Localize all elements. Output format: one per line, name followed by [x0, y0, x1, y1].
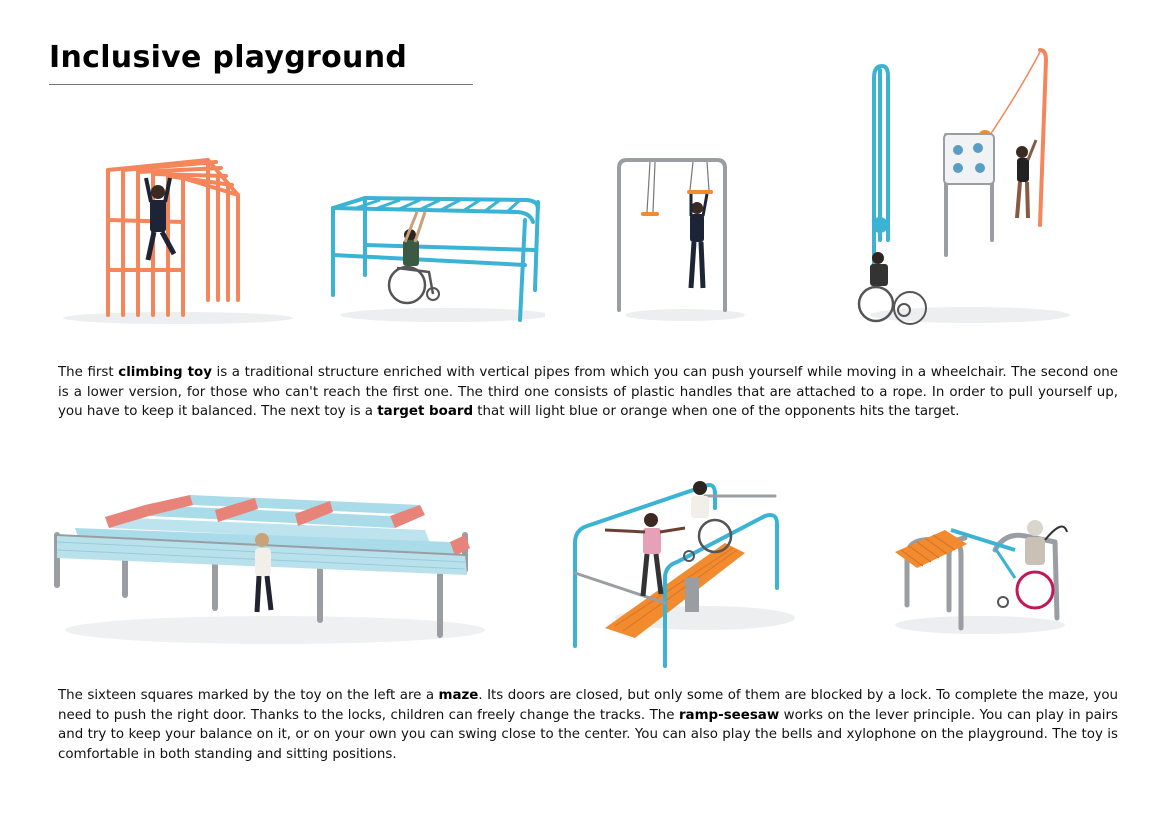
ramp-seesaw-illustration [565, 468, 795, 673]
title-divider [49, 84, 473, 85]
climbing-toys-description [58, 363, 1118, 422]
p2-segment: The sixteen squares marked by the toy on the left are a [58, 688, 439, 703]
grey-rope-handles-illustration [605, 150, 755, 325]
p1-segment: is a traditional structure enriched with vertical pipes from which you can push yourself while moving in a wheelchair. The second one is a lower version, for those who can't reach the first one. The third one consists of plastic handles that are attached to a rope. In order to pull yourself up, you have to keep it balanced. The next toy is a [58, 365, 1118, 419]
xylophone-bells-illustration [885, 510, 1080, 640]
p1-segment: The first [58, 365, 119, 380]
p2-segment: works on the lever principle. You can play in pairs and try to keep your balance on it, or on your own you can swing close to the center. You can also play the bells and xylophone on the playground. The toy is comfortable in both standing and sitting positions. [58, 707, 1118, 762]
page-title: Inclusive playground [49, 40, 408, 75]
p2-term-ramp-seesaw: ramp-seesaw [678, 707, 780, 723]
p2-segment: . Its doors are closed, but only some of them are blocked by a lock. To complete the maze, you need to push the right door. Thanks to the locks, children can freely change the tracks. The [58, 688, 1118, 723]
maze-illustration [45, 480, 485, 660]
maze-seesaw-description [58, 686, 1118, 764]
p2-term-maze: maze [438, 688, 479, 703]
p1-segment: that will light blue or orange when one of the opponents hits the target. [473, 404, 960, 419]
orange-climbing-frame-illustration [58, 150, 298, 325]
target-board-illustration [840, 40, 1080, 330]
p1-term-climbing-toy: climbing toy [118, 365, 212, 380]
blue-monkey-bars-illustration [325, 190, 545, 325]
p1-term-target-board: target board [377, 404, 474, 419]
